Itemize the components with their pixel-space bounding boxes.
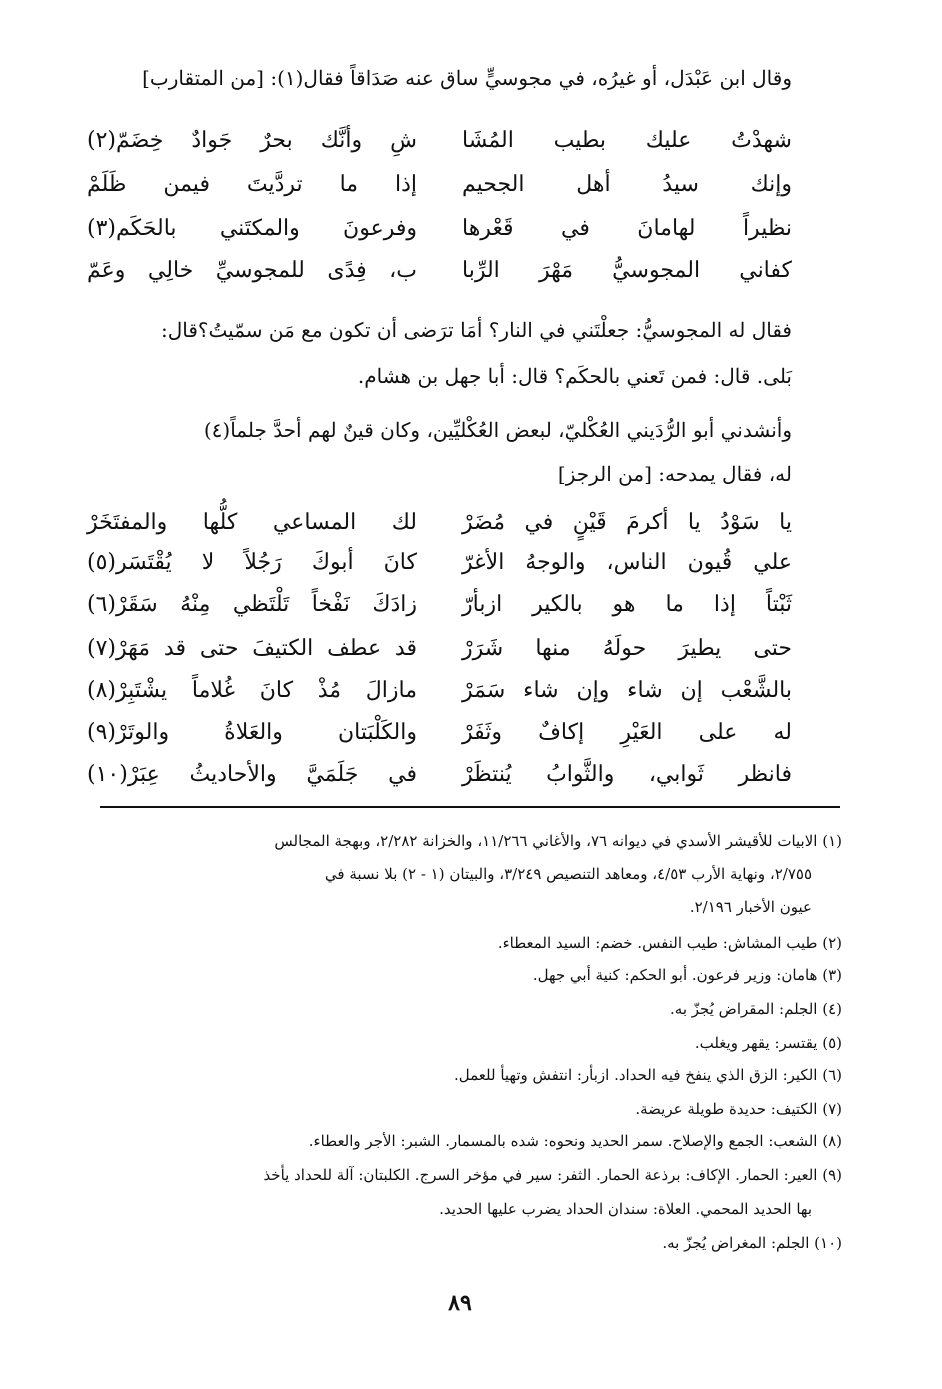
verse-second-hemistich: مازالَ مُذْ كانَ غُلاماً يشْتَبِرْ(٨) [87,678,417,703]
verse-line [72,720,792,768]
verse-line [72,762,792,810]
verse-line [72,172,792,220]
verse-second-hemistich: كانَ أبوكَ رَجُلاً لا يُقْتَسَر(٥) [87,550,417,575]
verse-first-hemistich: فانظر ثَوابي، والثَّوابُ يُنتظَرْ [462,762,792,787]
verse-line [72,128,792,176]
footnote-line: (٦) الكير: الزق الذي ينفخ فيه الحداد. ازبأر: انتفش وتهيأ للعمل. [454,1066,842,1084]
verse-first-hemistich: شهدْتُ عليك بطيب المُشَا [462,128,792,153]
footnote-line: (٨) الشعب: الجمع والإصلاح. سمر الحديد ونحوه: شده بالمسمار. الشبر: الأجر والعطاء. [308,1132,842,1150]
footnote-line: عيون الأخبار ٢/١٩٦. [689,898,812,916]
prose-line: بَلى. قال: فمن تَعني بالحكَم؟ قال: أبا جهل بن هشام. [357,364,792,388]
verse-line [72,550,792,598]
verse-line [72,592,792,640]
intro-paragraph: وقال ابن عَبْدَل، أو غيرُه، في مجوسيٍّ ساق عنه صَدَاقاً فقال(١): [من المتقارب] [142,66,792,90]
verse-first-hemistich: حتى يطيرَ حولَهُ منها شَرَرْ [462,636,792,661]
verse-first-hemistich: بالشَّعْب إن شاء وإن شاء سَمَرْ [462,678,792,703]
prose-line: له، فقال يمدحه: [من الرجز] [557,462,792,486]
verse-second-hemistich: في جَلَمَيَّ والأحاديثُ عِبَرْ(١٠) [87,762,417,787]
verse-second-hemistich: والكَلْبَتان والعَلاةُ والوتَرْ(٩) [87,720,417,745]
footnote-line: (٧) الكتيف: حديدة طويلة عريضة. [635,1100,842,1118]
verse-first-hemistich: وإنك سيدُ أهل الجحيم [462,172,792,197]
verse-line [72,216,792,264]
verse-first-hemistich: كفاني المجوسيُّ مَهْرَ الرِّبا [462,258,792,283]
verse-first-hemistich: يا سَوْدُ يا أكرمَ قَيْنٍ في مُضَرْ [462,510,792,535]
footnote-separator [100,806,840,808]
verse-second-hemistich: إذا ما تردَّيتَ فيمن ظَلَمْ [87,172,417,197]
verse-second-hemistich: وفرعونَ والمكتَني بالحَكَم(٣) [87,216,417,241]
verse-line [72,678,792,726]
footnote-line: ٢/٧٥٥، ونهاية الأرب ٤/٥٣، ومعاهد التنصيص ٣/٢٤٩، والبيتان (١ - ٢) بلا نسبة في [324,865,812,883]
verse-second-hemistich: قد عطف الكتيفَ حتى قد مَهَرْ(٧) [87,636,417,661]
footnote-line: (٤) الجلم: المقراض يُجزّ به. [670,1000,842,1018]
verse-second-hemistich: لك المساعي كلُّها والمفتَخَرْ [87,510,417,535]
footnote-line: (٢) طيب المشاش: طيب النفس. خضم: السيد المعطاء. [497,934,842,952]
footnote-line: (١٠) الجلم: المغراض يُجزّ به. [662,1234,842,1252]
prose-line: وأنشدني أبو الرُّدَيني العُكْليّ، لبعض العُكْليِّين، وكان قينٌ لهم أحدَّ جلماً(٤) [203,418,792,442]
footnote-line: (١) الابيات للأقيشر الأسدي في ديوانه ٧٦، والأغاني ١١/٢٦٦، والخزانة ٢/٢٨٢، وبهجة المجالس [274,832,842,850]
verse-first-hemistich: علي قُيون الناس، والوجهُ الأغرّ [462,550,792,575]
verse-line [72,258,792,306]
page-number: ٨٩ [448,1290,472,1316]
verse-second-hemistich: شِ وأنَّك بحرٌ جَوادٌ خِضَمّ(٢) [87,128,417,153]
verse-line [72,636,792,684]
footnote-line: (٥) يقتسر: يقهر ويغلب. [694,1034,842,1052]
footnote-line: (٩) العير: الحمار. الإكاف: برذعة الحمار. الثفر: سير في مؤخر السرج. الكلبتان: آلة للحداد يأخذ [263,1166,842,1184]
footnote-line: بها الحديد المحمي. العلاة: سندان الحداد يضرب عليها الحديد. [439,1200,812,1218]
footnote-line: (٣) هامان: وزير فرعون. أبو الحكم: كنية أبي جهل. [532,966,842,984]
verse-second-hemistich: ب، فِدًى للمجوسيِّ خالِي وعَمّ [87,258,417,283]
verse-first-hemistich: نظيراً لهامانَ في قَعْرها [462,216,792,241]
prose-line: فقال له المجوسيُّ: جعلْتَني في النار؟ أمَا ترَضى أن تكون مع مَن سمّيتُ؟قال: [160,318,792,342]
verse-first-hemistich: ثَبْتاً إذا ما هو بالكير ازبأرّ [462,592,792,617]
verse-first-hemistich: له على العَيْرِ إكافٌ وثَفَرْ [462,720,792,745]
verse-second-hemistich: زادَكَ نَفْخاً تَلْتَظي مِنْهُ سَقَرْ(٦) [87,592,417,617]
